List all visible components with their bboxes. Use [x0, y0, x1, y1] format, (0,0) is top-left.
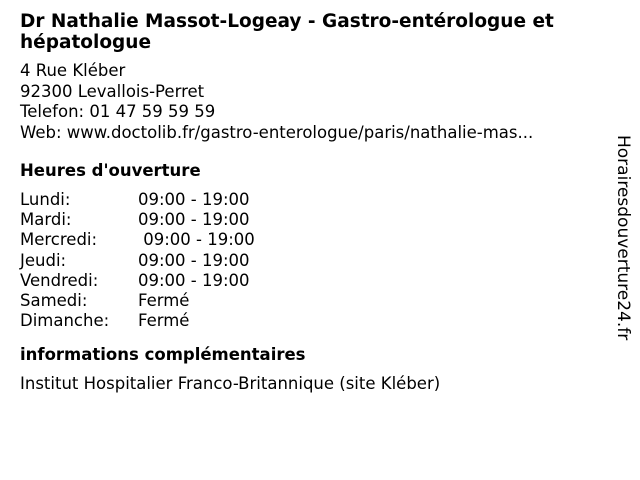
hours-row-friday [20, 271, 610, 291]
day-label: Jeudi: [20, 250, 67, 270]
day-label: Vendredi: [20, 270, 99, 290]
hours-value: 09:00 - 19:00 [138, 190, 250, 209]
hours-value: Fermé [138, 311, 190, 331]
additional-info-text: Institut Hospitalier Franco-Britannique (site Kléber) [20, 374, 441, 394]
opening-hours-list [20, 190, 610, 331]
hours-row-sunday [20, 311, 610, 331]
hours-row-saturday [20, 291, 610, 311]
site-watermark: Horairesdouverture24.fr [613, 135, 633, 341]
hours-value: 09:00 - 19:00 [138, 230, 255, 250]
hours-row-thursday [20, 251, 610, 271]
hours-row-tuesday [20, 210, 610, 230]
hours-value: 09:00 - 19:00 [138, 250, 250, 270]
business-card [20, 11, 610, 394]
street-address: 4 Rue Kléber [20, 61, 126, 80]
hours-row-monday [20, 190, 610, 210]
phone-number: Telefon: 01 47 59 59 59 [20, 102, 216, 121]
address-block [20, 61, 610, 143]
opening-hours-heading: Heures d'ouverture [20, 161, 201, 180]
day-label: Lundi: [20, 190, 71, 209]
day-label: Dimanche: [20, 311, 110, 331]
hours-value: 09:00 - 19:00 [138, 270, 250, 290]
day-label: Mercredi: [20, 230, 98, 250]
day-label: Samedi: [20, 291, 88, 311]
hours-row-wednesday [20, 230, 610, 250]
additional-info-heading: informations complémentaires [20, 345, 306, 365]
hours-value: Fermé [138, 291, 190, 311]
page-title: Dr Nathalie Massot-Logeay - Gastro-entérologue et hépatologue [20, 11, 554, 53]
day-label: Mardi: [20, 210, 72, 230]
hours-value: 09:00 - 19:00 [138, 210, 250, 230]
website-link[interactable]: Web: www.doctolib.fr/gastro-enterologue/paris/nathalie-mas... [20, 122, 534, 142]
city-address: 92300 Levallois-Perret [20, 81, 205, 101]
